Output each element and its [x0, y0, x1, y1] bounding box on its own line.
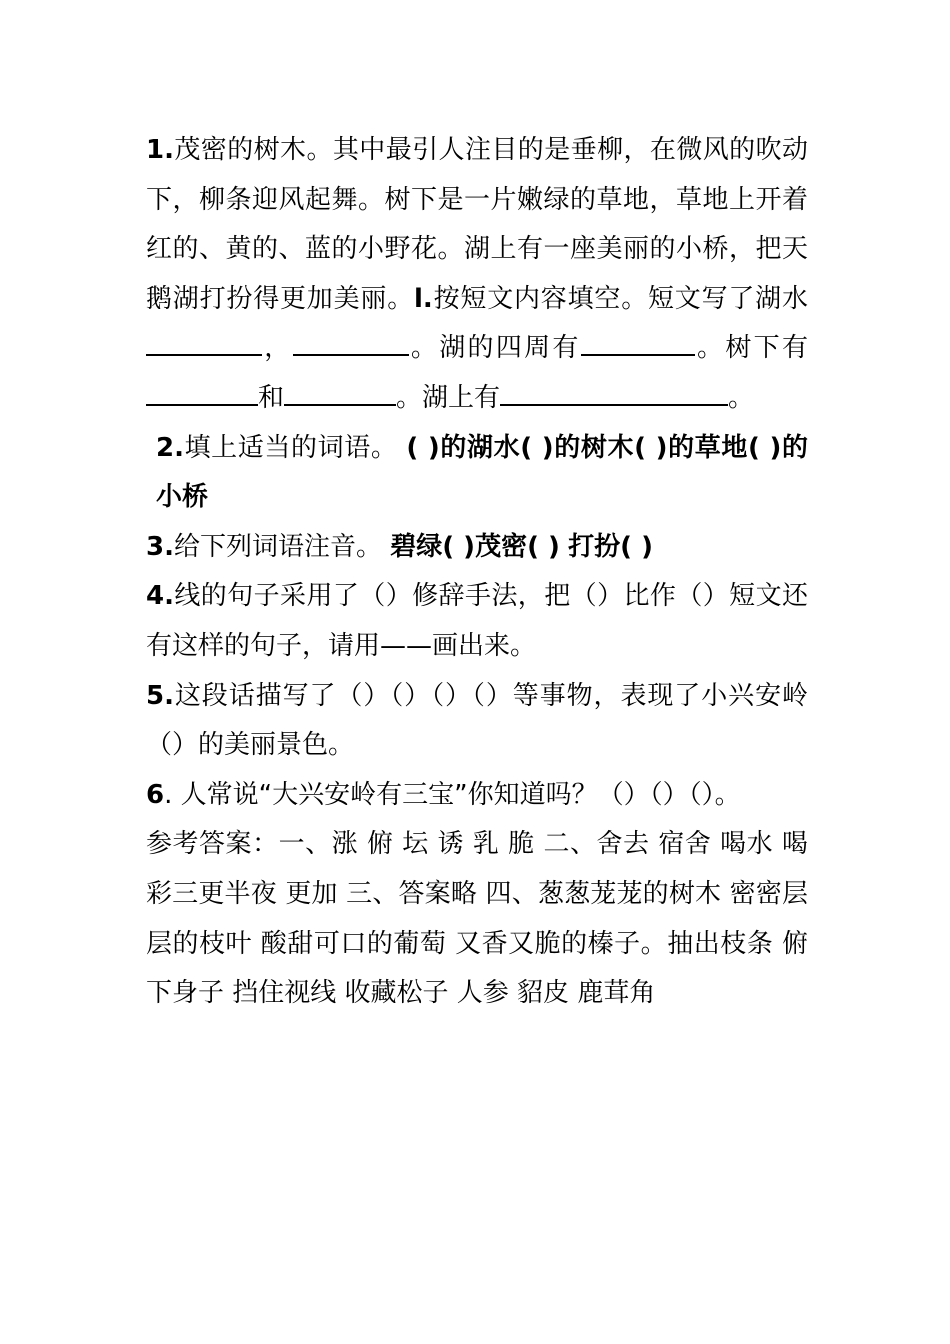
fill-blank-3-tail[interactable] [681, 330, 695, 356]
question-2-number: 2. [156, 432, 184, 463]
question-1-number: 1. [146, 135, 174, 165]
question-3-item-3: 打扮( ) [568, 531, 653, 562]
question-1-passage: 茂密的树木。其中最引人注目的是垂柳，在微风的吹动下，柳条迎风起舞。树下是一片嫩绿的草地，草地上开着红的、黄的、蓝的小野花。湖上有一座美丽的小桥，把天鹅湖打扮得更加美丽。 [146, 135, 808, 314]
question-2-item-1: ( )的湖水 [406, 432, 521, 463]
question-4-number: 4. [146, 581, 174, 612]
question-3-instruction: 给下列词语注音。 [173, 531, 382, 562]
question-5-text: 这段话描写了（）（）（）（）等事物，表现了小兴安岭（）的美丽景色。 [146, 680, 808, 761]
question-4 [146, 572, 808, 671]
question-6-text: . 人常说“大兴安岭有三宝”你知道吗？（）（）（）。 [164, 779, 741, 810]
question-3 [146, 523, 808, 573]
question-2-instruction: 填上适当的词语。 [183, 432, 398, 463]
answer-key-text: 参考答案：一、涨 俯 坛 诱 乳 脆 二、舍去 宿舍 喝水 喝彩三更半夜 更加 三、答案略 四、葱葱茏茏的树木 密密层层的枝叶 酸甜可口的葡萄 又香又脆的榛子。抽出枝条 俯下身子 挡住视线 收藏松子 人参 貂皮 鹿茸角 [146, 829, 808, 1009]
question-2-item-4: ( )的小桥 [156, 432, 808, 513]
question-1 [146, 126, 808, 424]
question-1-text-d: 。树下有 [694, 333, 808, 364]
question-2-item-2: ( )的树木 [520, 432, 635, 463]
answer-key [146, 820, 808, 1018]
fill-blank-1[interactable] [146, 330, 262, 356]
fill-blank-5[interactable] [284, 380, 396, 406]
question-3-item-1: 碧绿( ) [390, 531, 476, 562]
question-1-separator: ， [262, 333, 293, 364]
question-3-number: 3. [146, 531, 174, 562]
fill-blank-3[interactable] [581, 330, 681, 356]
question-5-number: 5. [146, 680, 174, 711]
fill-blank-4[interactable] [146, 380, 258, 406]
question-1-text-g: 。 [728, 382, 755, 413]
document-page [146, 126, 808, 1019]
question-6 [146, 771, 808, 821]
question-1-instruction: 按短文内容填空。短文写了湖水 [432, 283, 808, 314]
question-5 [146, 672, 808, 771]
fill-blank-2[interactable] [293, 330, 409, 356]
fill-blank-6[interactable] [500, 380, 670, 406]
question-6-number: 6 [146, 779, 165, 810]
fill-blank-6-tail[interactable] [670, 380, 728, 406]
question-1-text-c: 。湖的四周有 [408, 333, 581, 364]
question-2 [146, 424, 808, 523]
question-1-text-f: 。湖上有 [396, 382, 501, 413]
question-1-sub-number: l. [414, 283, 433, 314]
question-3-item-2: 茂密( ) [475, 531, 560, 562]
question-2-item-3: ( )的草地 [634, 432, 748, 463]
question-1-text-e: 和 [258, 382, 285, 413]
question-4-text: 线的句子采用了（）修辞手法，把（）比作（）短文还有这样的句子，请用——画出来。 [146, 581, 808, 661]
